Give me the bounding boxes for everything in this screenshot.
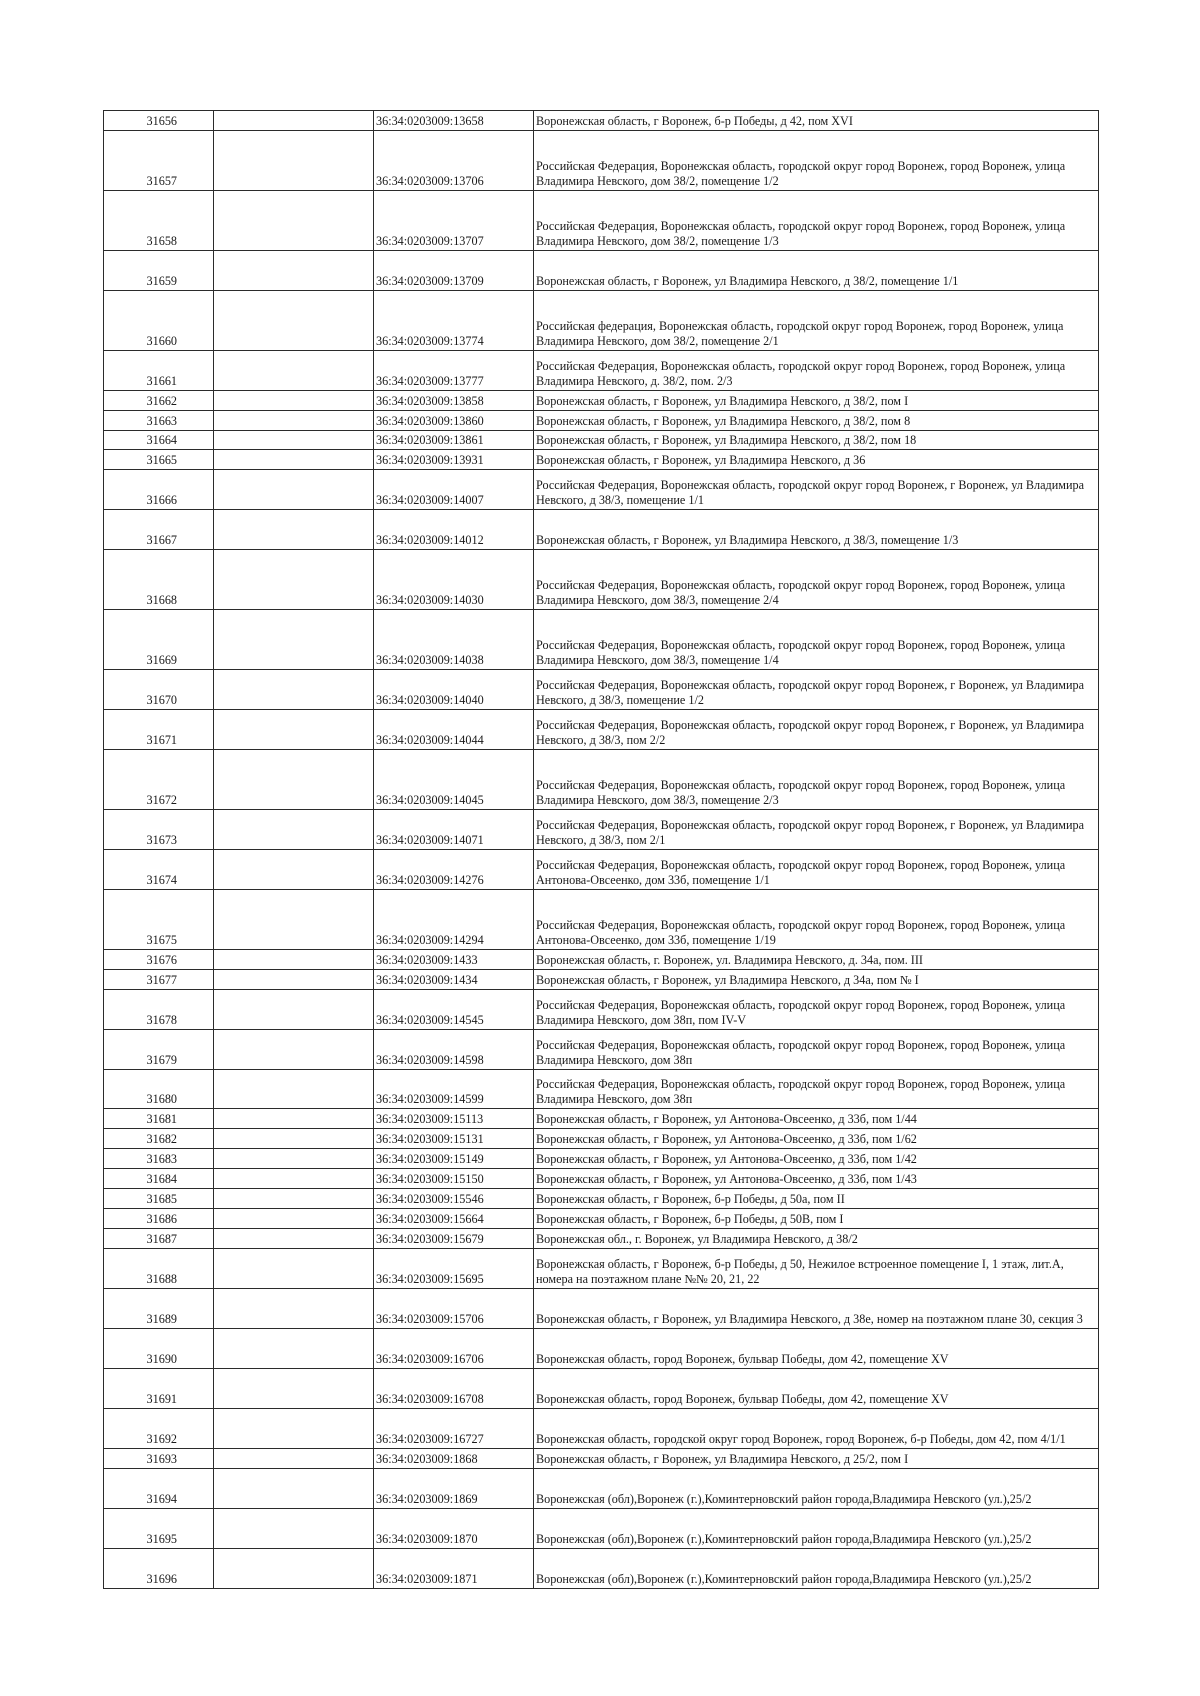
- row-number-cell: 31664: [104, 430, 214, 450]
- empty-cell: [214, 510, 374, 550]
- row-number-cell: 31663: [104, 410, 214, 430]
- address-cell: Воронежская область, город Воронеж, бульвар Победы, дом 42, помещение XV: [534, 1369, 1099, 1409]
- empty-cell: [214, 1249, 374, 1289]
- row-number-cell: 31691: [104, 1369, 214, 1409]
- cadastral-number-cell: 36:34:0203009:14294: [374, 889, 534, 949]
- table-row: [104, 1029, 1099, 1069]
- cadastral-number-cell: 36:34:0203009:15664: [374, 1209, 534, 1229]
- cadastral-number-cell: 36:34:0203009:13658: [374, 111, 534, 131]
- empty-cell: [214, 1129, 374, 1149]
- empty-cell: [214, 470, 374, 510]
- row-number-cell: 31680: [104, 1069, 214, 1109]
- address-cell: Воронежская область, г Воронеж, б-р Победы, д 42, пом XVI: [534, 111, 1099, 131]
- empty-cell: [214, 430, 374, 450]
- cadastral-number-cell: 36:34:0203009:15113: [374, 1109, 534, 1129]
- row-number-cell: 31690: [104, 1329, 214, 1369]
- empty-cell: [214, 250, 374, 290]
- empty-cell: [214, 1069, 374, 1109]
- row-number-cell: 31668: [104, 550, 214, 610]
- table-row: [104, 1249, 1099, 1289]
- cadastral-number-cell: 36:34:0203009:14045: [374, 750, 534, 810]
- row-number-cell: 31659: [104, 250, 214, 290]
- empty-cell: [214, 111, 374, 131]
- row-number-cell: 31671: [104, 710, 214, 750]
- registry-table-body: [104, 111, 1099, 1589]
- row-number-cell: 31666: [104, 470, 214, 510]
- cadastral-number-cell: 36:34:0203009:15131: [374, 1129, 534, 1149]
- table-row: [104, 750, 1099, 810]
- row-number-cell: 31674: [104, 849, 214, 889]
- table-row: [104, 190, 1099, 250]
- row-number-cell: 31683: [104, 1149, 214, 1169]
- cadastral-number-cell: 36:34:0203009:13931: [374, 450, 534, 470]
- empty-cell: [214, 350, 374, 390]
- cadastral-number-cell: 36:34:0203009:15695: [374, 1249, 534, 1289]
- cadastral-number-cell: 36:34:0203009:13706: [374, 130, 534, 190]
- table-row: [104, 949, 1099, 969]
- address-cell: Российская Федерация, Воронежская область, городской округ город Воронеж, город Воронеж, улица Владимира Невского, дом 38п: [534, 1029, 1099, 1069]
- empty-cell: [214, 450, 374, 470]
- address-cell: Российская Федерация, Воронежская область, городской округ город Воронеж, город Воронеж, улица Владимира Невского, дом 38/2, помещение 1/3: [534, 190, 1099, 250]
- table-row: [104, 130, 1099, 190]
- empty-cell: [214, 1229, 374, 1249]
- table-row: [104, 1069, 1099, 1109]
- row-number-cell: 31670: [104, 670, 214, 710]
- table-row: [104, 1468, 1099, 1508]
- table-row: [104, 390, 1099, 410]
- row-number-cell: 31677: [104, 969, 214, 989]
- row-number-cell: 31665: [104, 450, 214, 470]
- address-cell: Воронежская область, г Воронеж, ул Владимира Невского, д 38е, номер на поэтажном плане 30, секция 3: [534, 1289, 1099, 1329]
- row-number-cell: 31661: [104, 350, 214, 390]
- empty-cell: [214, 290, 374, 350]
- address-cell: Российская Федерация, Воронежская область, городской округ город Воронеж, город Воронеж, улица Владимира Невского, д. 38/2, пом. 2/3: [534, 350, 1099, 390]
- empty-cell: [214, 1209, 374, 1229]
- address-cell: Воронежская область, г Воронеж, б-р Победы, д 50, Нежилое встроенное помещение I, 1 этаж, лит.А, номера на поэтажном плане №№ 20, 21, 22: [534, 1249, 1099, 1289]
- address-cell: Воронежская область, г Воронеж, ул Владимира Невского, д 36: [534, 450, 1099, 470]
- table-row: [104, 670, 1099, 710]
- empty-cell: [214, 1189, 374, 1209]
- empty-cell: [214, 1289, 374, 1329]
- table-row: [104, 1548, 1099, 1588]
- address-cell: Воронежская область, г Воронеж, ул Антонова-Овсеенко, д 33б, пом 1/43: [534, 1169, 1099, 1189]
- table-row: [104, 350, 1099, 390]
- address-cell: Воронежская область, г Воронеж, ул Антонова-Овсеенко, д 33б, пом 1/44: [534, 1109, 1099, 1129]
- table-row: [104, 1129, 1099, 1149]
- table-row: [104, 969, 1099, 989]
- cadastral-number-cell: 36:34:0203009:1434: [374, 969, 534, 989]
- row-number-cell: 31686: [104, 1209, 214, 1229]
- address-cell: Воронежская обл., г. Воронеж, ул Владимира Невского, д 38/2: [534, 1229, 1099, 1249]
- empty-cell: [214, 1169, 374, 1189]
- empty-cell: [214, 410, 374, 430]
- cadastral-number-cell: 36:34:0203009:14545: [374, 989, 534, 1029]
- empty-cell: [214, 1109, 374, 1129]
- cadastral-number-cell: 36:34:0203009:14012: [374, 510, 534, 550]
- row-number-cell: 31660: [104, 290, 214, 350]
- cadastral-number-cell: 36:34:0203009:16706: [374, 1329, 534, 1369]
- empty-cell: [214, 1029, 374, 1069]
- empty-cell: [214, 889, 374, 949]
- cadastral-number-cell: 36:34:0203009:14030: [374, 550, 534, 610]
- empty-cell: [214, 1468, 374, 1508]
- cadastral-number-cell: 36:34:0203009:13774: [374, 290, 534, 350]
- cadastral-number-cell: 36:34:0203009:14040: [374, 670, 534, 710]
- table-row: [104, 410, 1099, 430]
- row-number-cell: 31662: [104, 390, 214, 410]
- empty-cell: [214, 1448, 374, 1468]
- registry-table: [103, 110, 1099, 1589]
- cadastral-number-cell: 36:34:0203009:15149: [374, 1149, 534, 1169]
- empty-cell: [214, 550, 374, 610]
- table-row: [104, 290, 1099, 350]
- address-cell: Воронежская область, г Воронеж, ул Владимира Невского, д 25/2, пом I: [534, 1448, 1099, 1468]
- address-cell: Воронежская область, г Воронеж, ул Владимира Невского, д 34а, пом № I: [534, 969, 1099, 989]
- address-cell: Воронежская (обл),Воронеж (г.),Коминтерновский район города,Владимира Невского (ул.),25/2: [534, 1508, 1099, 1548]
- empty-cell: [214, 1408, 374, 1448]
- empty-cell: [214, 670, 374, 710]
- empty-cell: [214, 130, 374, 190]
- table-row: [104, 111, 1099, 131]
- cadastral-number-cell: 36:34:0203009:15546: [374, 1189, 534, 1209]
- cadastral-number-cell: 36:34:0203009:14276: [374, 849, 534, 889]
- row-number-cell: 31678: [104, 989, 214, 1029]
- address-cell: Воронежская область, городской округ город Воронеж, город Воронеж, б-р Победы, дом 42, пом 4/1/1: [534, 1408, 1099, 1448]
- table-row: [104, 1229, 1099, 1249]
- table-row: [104, 989, 1099, 1029]
- empty-cell: [214, 1548, 374, 1588]
- table-row: [104, 889, 1099, 949]
- address-cell: Российская Федерация, Воронежская область, городской округ город Воронеж, город Воронеж, улица Владимира Невского, дом 38п, пом IV-V: [534, 989, 1099, 1029]
- empty-cell: [214, 849, 374, 889]
- cadastral-number-cell: 36:34:0203009:13861: [374, 430, 534, 450]
- empty-cell: [214, 1329, 374, 1369]
- cadastral-number-cell: 36:34:0203009:13858: [374, 390, 534, 410]
- cadastral-number-cell: 36:34:0203009:1870: [374, 1508, 534, 1548]
- table-row: [104, 610, 1099, 670]
- cadastral-number-cell: 36:34:0203009:15150: [374, 1169, 534, 1189]
- address-cell: Воронежская область, город Воронеж, бульвар Победы, дом 42, помещение XV: [534, 1329, 1099, 1369]
- address-cell: Российская Федерация, Воронежская область, городской округ город Воронеж, город Воронеж, улица Владимира Невского, дом 38/2, помещение 1/2: [534, 130, 1099, 190]
- table-row: [104, 510, 1099, 550]
- empty-cell: [214, 949, 374, 969]
- address-cell: Воронежская область, г Воронеж, ул Антонова-Овсеенко, д 33б, пом 1/62: [534, 1129, 1099, 1149]
- table-row: [104, 1408, 1099, 1448]
- address-cell: Российская Федерация, Воронежская область, городской округ город Воронеж, город Воронеж, улица Владимира Невского, дом 38/3, помещение 2/4: [534, 550, 1099, 610]
- empty-cell: [214, 610, 374, 670]
- cadastral-number-cell: 36:34:0203009:1871: [374, 1548, 534, 1588]
- cadastral-number-cell: 36:34:0203009:1869: [374, 1468, 534, 1508]
- row-number-cell: 31695: [104, 1508, 214, 1548]
- address-cell: Воронежская область, г Воронеж, ул Владимира Невского, д 38/2, помещение 1/1: [534, 250, 1099, 290]
- cadastral-number-cell: 36:34:0203009:1868: [374, 1448, 534, 1468]
- empty-cell: [214, 809, 374, 849]
- address-cell: Российская Федерация, Воронежская область, городской округ город Воронеж, г Воронеж, ул Владимира Невского, д 38/3, пом 2/1: [534, 809, 1099, 849]
- table-row: [104, 1329, 1099, 1369]
- row-number-cell: 31687: [104, 1229, 214, 1249]
- cadastral-number-cell: 36:34:0203009:13709: [374, 250, 534, 290]
- address-cell: Воронежская (обл),Воронеж (г.),Коминтерновский район города,Владимира Невского (ул.),25/2: [534, 1548, 1099, 1588]
- table-row: [104, 849, 1099, 889]
- cadastral-number-cell: 36:34:0203009:16708: [374, 1369, 534, 1409]
- empty-cell: [214, 750, 374, 810]
- address-cell: Российская федерация, Воронежская область, городской округ город Воронеж, город Воронеж, улица Владимира Невского, дом 38/2, помещение 2/1: [534, 290, 1099, 350]
- address-cell: Российская Федерация, Воронежская область, городской округ город Воронеж, город Воронеж, улица Антонова-Овсеенко, дом 33б, помещение 1/19: [534, 889, 1099, 949]
- row-number-cell: 31692: [104, 1408, 214, 1448]
- cadastral-number-cell: 36:34:0203009:14071: [374, 809, 534, 849]
- cadastral-number-cell: 36:34:0203009:14599: [374, 1069, 534, 1109]
- table-row: [104, 1209, 1099, 1229]
- empty-cell: [214, 969, 374, 989]
- address-cell: Воронежская область, г Воронеж, ул Владимира Невского, д 38/2, пом 8: [534, 410, 1099, 430]
- cadastral-number-cell: 36:34:0203009:13777: [374, 350, 534, 390]
- cadastral-number-cell: 36:34:0203009:1433: [374, 949, 534, 969]
- empty-cell: [214, 190, 374, 250]
- row-number-cell: 31689: [104, 1289, 214, 1329]
- row-number-cell: 31673: [104, 809, 214, 849]
- address-cell: Российская Федерация, Воронежская область, городской округ город Воронеж, г Воронеж, ул Владимира Невского, д 38/3, помещение 1/2: [534, 670, 1099, 710]
- cadastral-number-cell: 36:34:0203009:14038: [374, 610, 534, 670]
- table-row: [104, 1169, 1099, 1189]
- address-cell: Российская Федерация, Воронежская область, городской округ город Воронеж, город Воронеж, улица Владимира Невского, дом 38/3, помещение 2/3: [534, 750, 1099, 810]
- address-cell: Воронежская область, г Воронеж, б-р Победы, д 50а, пом II: [534, 1189, 1099, 1209]
- table-row: [104, 550, 1099, 610]
- row-number-cell: 31693: [104, 1448, 214, 1468]
- cadastral-number-cell: 36:34:0203009:14598: [374, 1029, 534, 1069]
- cadastral-number-cell: 36:34:0203009:13707: [374, 190, 534, 250]
- row-number-cell: 31685: [104, 1189, 214, 1209]
- table-row: [104, 250, 1099, 290]
- row-number-cell: 31657: [104, 130, 214, 190]
- address-cell: Воронежская область, г. Воронеж, ул. Владимира Невского, д. 34а, пом. III: [534, 949, 1099, 969]
- row-number-cell: 31676: [104, 949, 214, 969]
- row-number-cell: 31667: [104, 510, 214, 550]
- row-number-cell: 31679: [104, 1029, 214, 1069]
- address-cell: Российская Федерация, Воронежская область, городской округ город Воронеж, г Воронеж, ул Владимира Невского, д 38/3, помещение 1/1: [534, 470, 1099, 510]
- row-number-cell: 31675: [104, 889, 214, 949]
- address-cell: Воронежская область, г Воронеж, ул Владимира Невского, д 38/3, помещение 1/3: [534, 510, 1099, 550]
- empty-cell: [214, 1149, 374, 1169]
- table-row: [104, 470, 1099, 510]
- table-row: [104, 1289, 1099, 1329]
- row-number-cell: 31694: [104, 1468, 214, 1508]
- row-number-cell: 31669: [104, 610, 214, 670]
- cadastral-number-cell: 36:34:0203009:14044: [374, 710, 534, 750]
- empty-cell: [214, 390, 374, 410]
- address-cell: Воронежская (обл),Воронеж (г.),Коминтерновский район города,Владимира Невского (ул.),25/2: [534, 1468, 1099, 1508]
- empty-cell: [214, 1508, 374, 1548]
- address-cell: Воронежская область, г Воронеж, б-р Победы, д 50В, пом I: [534, 1209, 1099, 1229]
- table-row: [104, 1448, 1099, 1468]
- cadastral-number-cell: 36:34:0203009:16727: [374, 1408, 534, 1448]
- row-number-cell: 31696: [104, 1548, 214, 1588]
- cadastral-number-cell: 36:34:0203009:13860: [374, 410, 534, 430]
- row-number-cell: 31682: [104, 1129, 214, 1149]
- table-row: [104, 1149, 1099, 1169]
- table-row: [104, 1109, 1099, 1129]
- address-cell: Воронежская область, г Воронеж, ул Антонова-Овсеенко, д 33б, пом 1/42: [534, 1149, 1099, 1169]
- empty-cell: [214, 1369, 374, 1409]
- table-row: [104, 450, 1099, 470]
- table-row: [104, 1189, 1099, 1209]
- address-cell: Российская Федерация, Воронежская область, городской округ город Воронеж, город Воронеж, улица Владимира Невского, дом 38п: [534, 1069, 1099, 1109]
- empty-cell: [214, 989, 374, 1029]
- address-cell: Воронежская область, г Воронеж, ул Владимира Невского, д 38/2, пом 18: [534, 430, 1099, 450]
- row-number-cell: 31688: [104, 1249, 214, 1289]
- cadastral-number-cell: 36:34:0203009:15679: [374, 1229, 534, 1249]
- table-row: [104, 809, 1099, 849]
- row-number-cell: 31658: [104, 190, 214, 250]
- address-cell: Российская Федерация, Воронежская область, городской округ город Воронеж, г Воронеж, ул Владимира Невского, д 38/3, пом 2/2: [534, 710, 1099, 750]
- row-number-cell: 31684: [104, 1169, 214, 1189]
- table-row: [104, 1508, 1099, 1548]
- table-row: [104, 430, 1099, 450]
- table-row: [104, 710, 1099, 750]
- table-row: [104, 1369, 1099, 1409]
- empty-cell: [214, 710, 374, 750]
- row-number-cell: 31681: [104, 1109, 214, 1129]
- address-cell: Российская Федерация, Воронежская область, городской округ город Воронеж, город Воронеж, улица Владимира Невского, дом 38/3, помещение 1/4: [534, 610, 1099, 670]
- address-cell: Воронежская область, г Воронеж, ул Владимира Невского, д 38/2, пом I: [534, 390, 1099, 410]
- row-number-cell: 31656: [104, 111, 214, 131]
- cadastral-number-cell: 36:34:0203009:14007: [374, 470, 534, 510]
- cadastral-number-cell: 36:34:0203009:15706: [374, 1289, 534, 1329]
- row-number-cell: 31672: [104, 750, 214, 810]
- address-cell: Российская Федерация, Воронежская область, городской округ город Воронеж, город Воронеж, улица Антонова-Овсеенко, дом 33б, помещение 1/1: [534, 849, 1099, 889]
